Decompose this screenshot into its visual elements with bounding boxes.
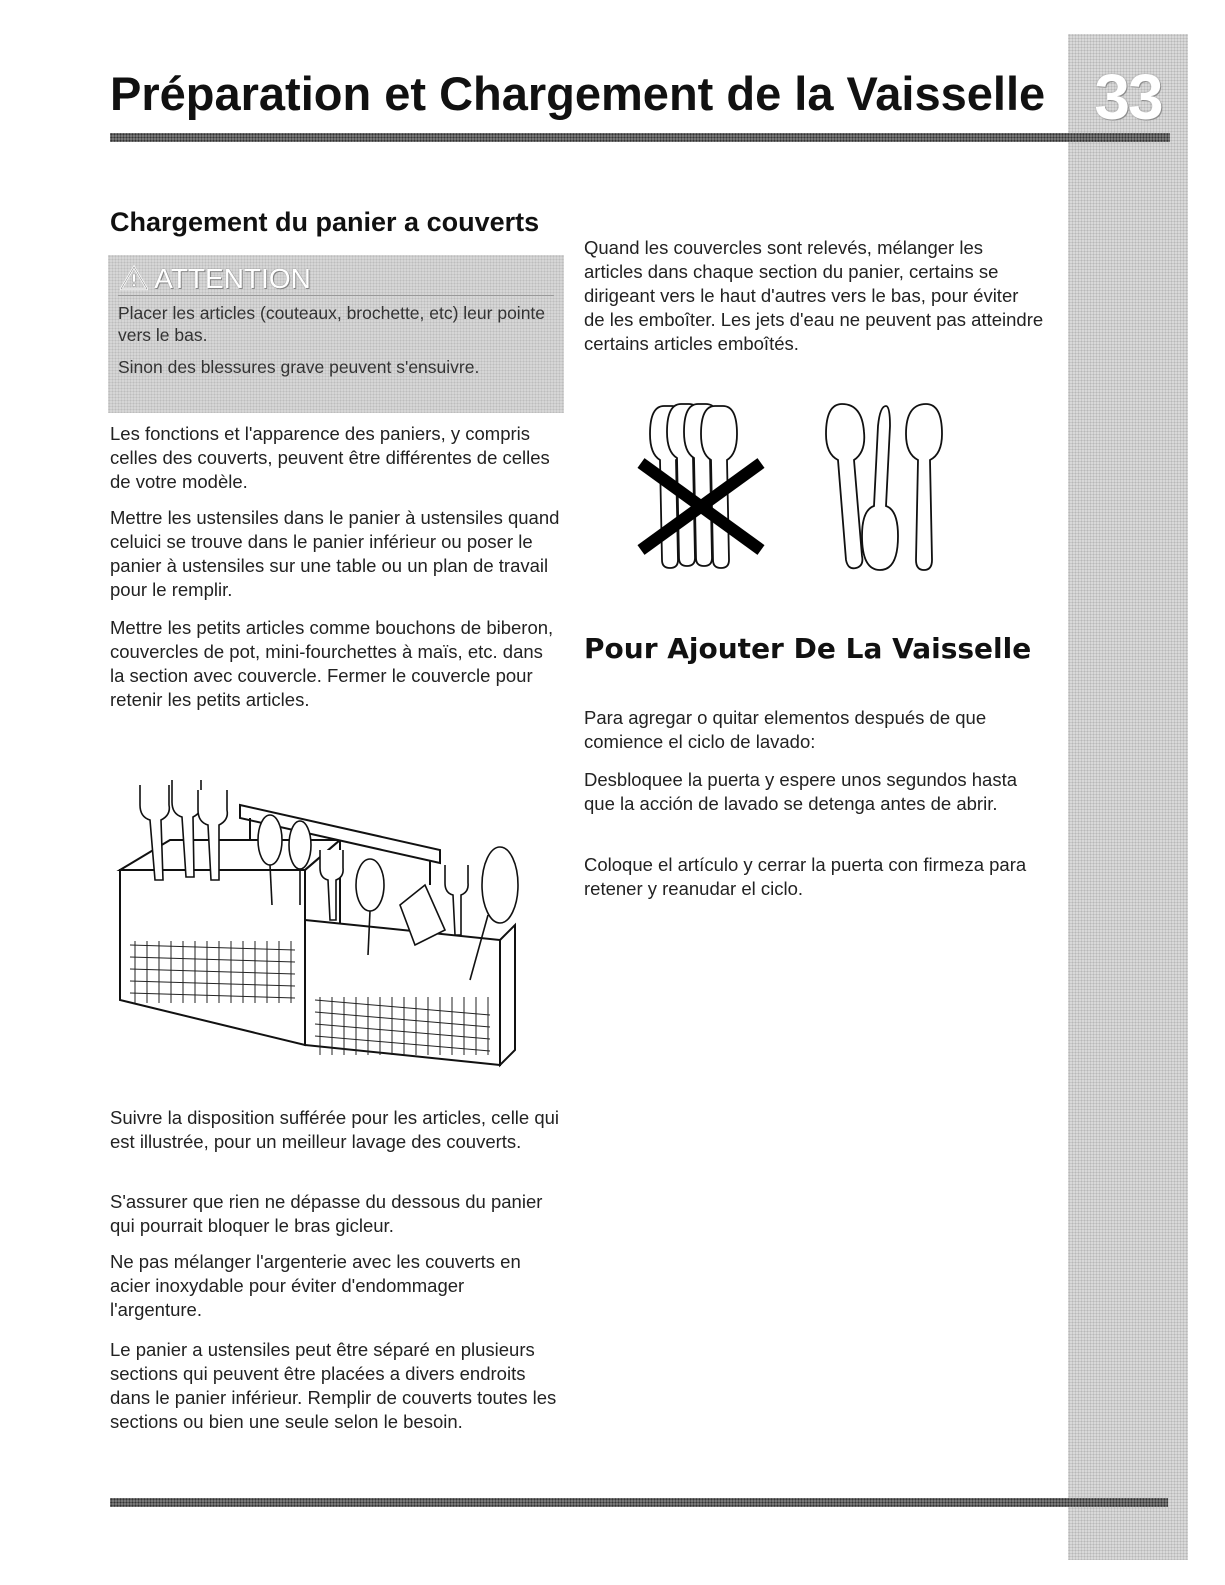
warning-title-text: ATTENTION bbox=[154, 263, 311, 294]
paragraph: Mettre les ustensiles dans le panier à ustensiles quand celuici se trouve dans le panier inférieur ou poser le panier à ustensiles sur une table ou un plan de travail pour le remplir. bbox=[110, 507, 560, 600]
nested-spoons-crossed-illustration bbox=[636, 398, 766, 573]
warning-divider bbox=[118, 295, 554, 296]
warning-text-2: Sinon des blessures grave peuvent s'ensuivre. bbox=[118, 357, 480, 377]
warning-triangle-icon bbox=[120, 265, 148, 291]
paragraph: Mettre les petits articles comme bouchons de biberon, couvercles de pot, mini-fourchettes à maïs, etc. dans la section avec couvercle. Fermer le couvercle pour retenir les petits articles. bbox=[110, 617, 554, 710]
paragraph: Les fonctions et l'apparence des paniers, y compris celles des couverts, peuvent être différentes de celles de votre modèle. bbox=[110, 423, 550, 492]
paragraph: Suivre la disposition sufférée pour les articles, celle qui est illustrée, pour un meilleur lavage des couverts. bbox=[110, 1107, 560, 1152]
warning-box bbox=[108, 255, 564, 413]
warning-title bbox=[120, 263, 311, 295]
paragraph: Coloque el artículo y cerrar la puerta con firmeza para retener y reanudar el ciclo. bbox=[584, 854, 1027, 899]
warning-text-1: Placer les articles (couteaux, brochette, etc) leur pointe vers le bas. bbox=[118, 303, 546, 345]
header-rule bbox=[110, 133, 1170, 142]
silverware-basket-illustration bbox=[110, 745, 550, 1075]
side-tab bbox=[1068, 34, 1188, 1560]
paragraph: Le panier a ustensiles peut être séparé en plusieurs sections qui peuvent être placées a divers endroits dans le panier inférieur. Remplir de couverts toutes les sections ou bien une seule selon le besoin. bbox=[110, 1339, 557, 1432]
paragraph: Para agregar o quitar elementos después de que comience el ciclo de lavado: bbox=[584, 707, 987, 752]
paragraph: S'assurer que rien ne dépasse du dessous du panier qui pourrait bloquer le bras gicleur. bbox=[110, 1191, 543, 1236]
alternated-spoons-illustration bbox=[818, 400, 953, 575]
page-title: Préparation et Chargement de la Vaisselle bbox=[110, 67, 1046, 120]
paragraph: Quand les couvercles sont relevés, mélanger les articles dans chaque section du panier, certains se dirigeant vers le haut d'autres vers le bas, pour éviter de les emboîter. Les jets d'eau ne peuvent pas atteindre certains articles emboîtés. bbox=[584, 237, 1044, 354]
page-number: 33 bbox=[1094, 61, 1162, 133]
paragraph: Ne pas mélanger l'argenterie avec les couverts en acier inoxydable pour éviter d'endommager l'argenture. bbox=[110, 1251, 521, 1320]
section-heading-silverware: Chargement du panier a couverts bbox=[110, 207, 540, 237]
section-heading-add-dishes: Pour Ajouter De La Vaisselle bbox=[584, 632, 1032, 665]
footer-rule bbox=[110, 1498, 1168, 1507]
paragraph: Desbloquee la puerta y espere unos segundos hasta que la acción de lavado se detenga antes de abrir. bbox=[584, 769, 1017, 814]
